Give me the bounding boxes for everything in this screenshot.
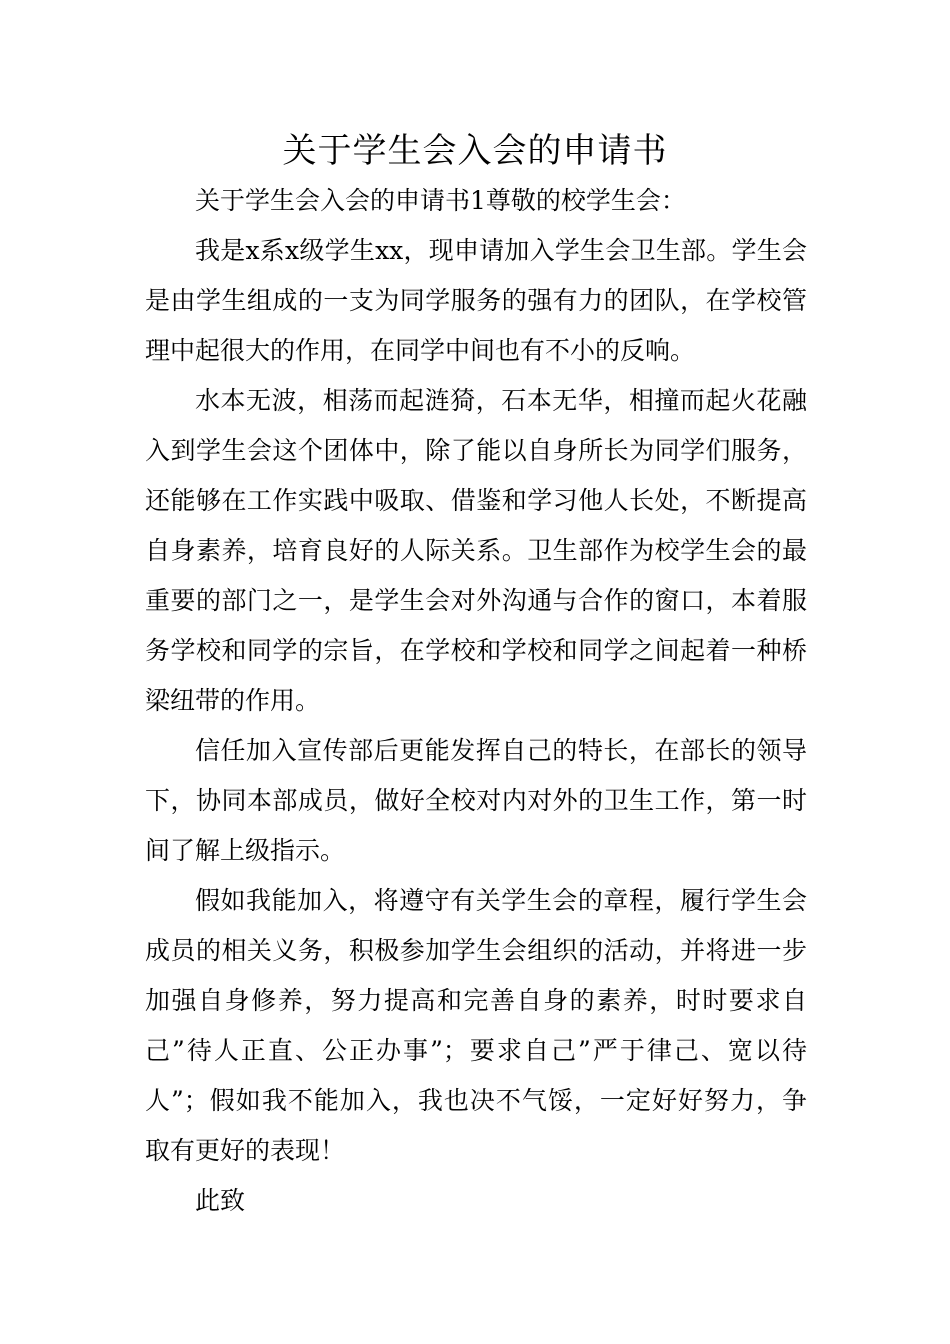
paragraph-salutation: 关于学生会入会的申请书1尊敬的校学生会： [195, 186, 686, 215]
document-body [145, 176, 807, 1226]
paragraph-commitment: 假如我能加入，将遵守有关学生会的章程，履行学生会成员的相关义务，积极参加学生会组织的活动，并将进一步加强自身修养，努力提高和完善自身的素养，时时要求自己”待人正直、公正办事”；要求自己”严于律己、宽以待人”；假如我不能加入，我也决不气馁，一定好好努力，争取有更好的表现！ [145, 886, 807, 1165]
paragraph-expectation: 信任加入宣传部后更能发挥自己的特长，在部长的领导下，协同本部成员，做好全校对内对外的卫生工作，第一时间了解上级指示。 [145, 736, 807, 865]
document-title: 关于学生会入会的申请书 [282, 131, 668, 171]
paragraph-motivation: 水本无波，相荡而起涟猗，石本无华，相撞而起火花融入到学生会这个团体中，除了能以自身所长为同学们服务，还能够在工作实践中吸取、借鉴和学习他人长处，不断提高自身素养，培育良好的人际关系。卫生部作为校学生会的最重要的部门之一，是学生会对外沟通与合作的窗口，本着服务学校和同学的宗旨，在学校和学校和同学之间起着一种桥梁纽带的作用。 [145, 386, 807, 715]
paragraph-introduction: 我是x系x级学生xx，现申请加入学生会卫生部。学生会是由学生组成的一支为同学服务的强有力的团队，在学校管理中起很大的作用，在同学中间也有不小的反响。 [145, 236, 807, 365]
paragraph-closing: 此致 [195, 1186, 246, 1215]
